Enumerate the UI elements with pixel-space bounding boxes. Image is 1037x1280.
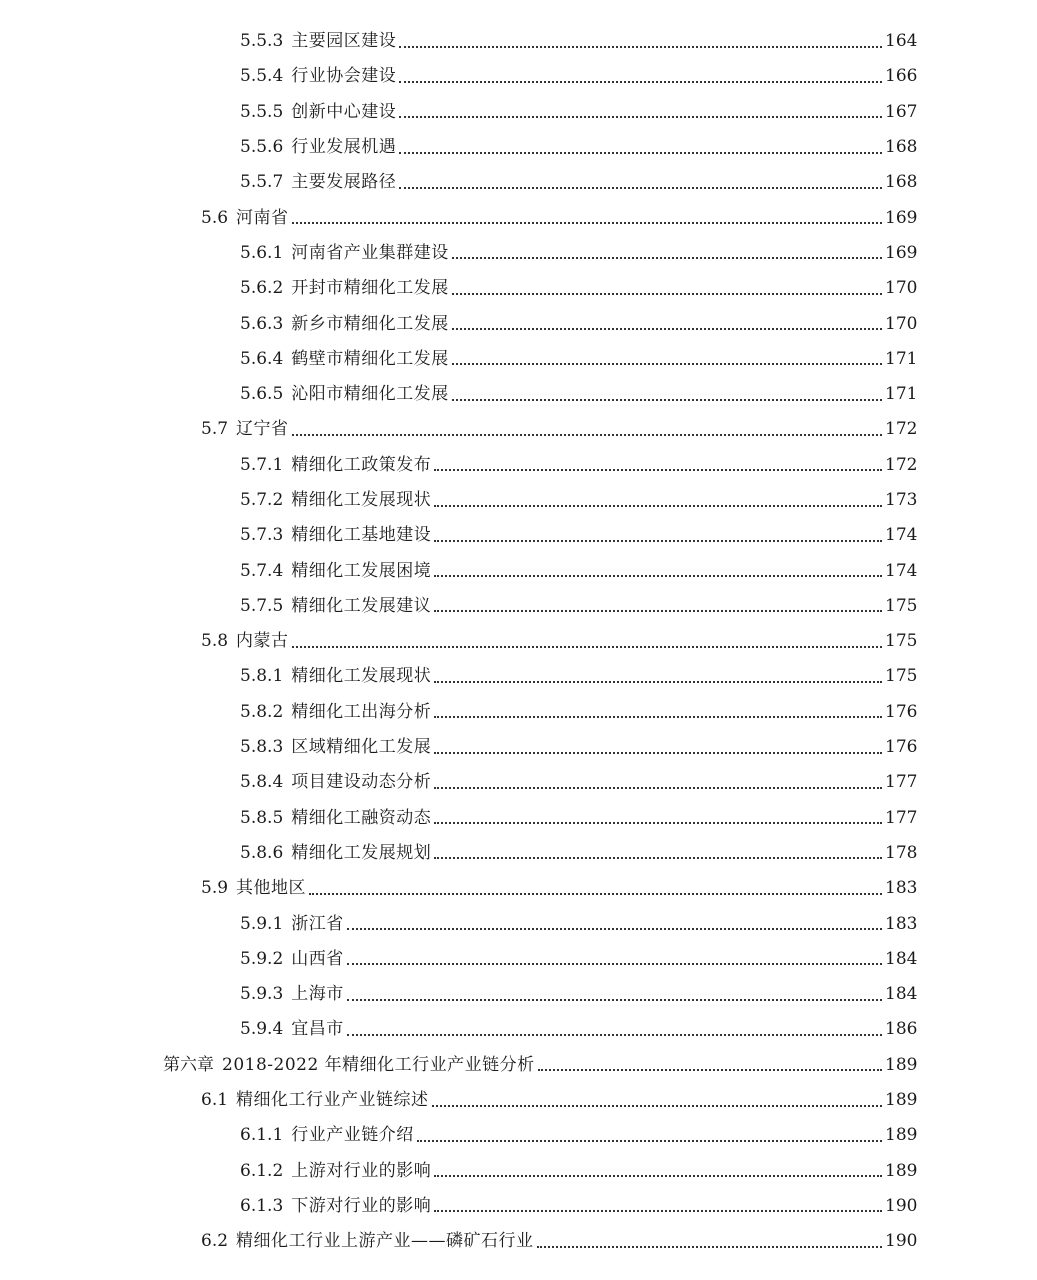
toc-entry-page-number: 184	[885, 984, 918, 1005]
toc-entry-page-number: 190	[885, 1195, 918, 1216]
dot-leader	[417, 1140, 882, 1142]
toc-entry-number: 5.7.5	[240, 595, 284, 616]
dot-leader	[434, 505, 882, 507]
toc-entry-title: 项目建设动态分析	[291, 772, 432, 793]
toc-entry-title: 上游对行业的影响	[291, 1160, 432, 1181]
toc-entry[interactable]	[0, 271, 1037, 306]
dot-leader	[434, 610, 882, 612]
toc-entry-page-number: 177	[885, 772, 918, 793]
toc-entry[interactable]	[0, 448, 1037, 483]
toc-entry-number: 6.1.3	[240, 1195, 284, 1216]
toc-entry-page-number: 183	[885, 878, 918, 899]
toc-entry-page-number: 175	[885, 595, 918, 616]
toc-entry-title: 精细化工融资动态	[291, 807, 432, 828]
dot-leader	[292, 434, 882, 436]
toc-entry[interactable]	[0, 1189, 1037, 1224]
dot-leader	[399, 46, 882, 48]
toc-entry-title: 宜昌市	[291, 1019, 344, 1040]
toc-entry-title: 区域精细化工发展	[291, 737, 432, 758]
toc-entry[interactable]	[0, 1048, 1037, 1083]
toc-entry-number: 5.6.3	[240, 313, 284, 334]
toc-entry-number: 5.8.3	[240, 737, 284, 758]
toc-entry-number: 5.6.5	[240, 384, 284, 405]
toc-entry-number: 5.8.2	[240, 701, 284, 722]
toc-entry-title: 主要发展路径	[291, 172, 397, 193]
toc-entry-number: 5.5.3	[240, 31, 284, 52]
toc-entry-title: 下游对行业的影响	[291, 1195, 432, 1216]
dot-leader	[452, 399, 882, 401]
toc-entry-page-number: 174	[885, 560, 918, 581]
toc-entry-title: 行业产业链介绍	[291, 1125, 414, 1146]
toc-entry-number: 第六章	[163, 1054, 214, 1075]
dot-leader	[434, 857, 882, 859]
toc-entry[interactable]	[0, 95, 1037, 130]
toc-entry-number: 5.7.4	[240, 560, 284, 581]
toc-entry-page-number: 169	[885, 242, 918, 263]
toc-entry-page-number: 189	[885, 1125, 918, 1146]
toc-entry-page-number: 189	[885, 1090, 918, 1111]
dot-leader	[434, 575, 882, 577]
dot-leader	[434, 752, 882, 754]
dot-leader	[434, 1175, 882, 1177]
toc-entry-page-number: 172	[885, 454, 918, 475]
toc-entry-title: 精细化工政策发布	[291, 454, 432, 475]
toc-entry-page-number: 183	[885, 913, 918, 934]
toc-entry-page-number: 172	[885, 419, 918, 440]
toc-entry-number: 5.7.1	[240, 454, 284, 475]
table-of-contents	[0, 24, 1037, 1259]
toc-entry-page-number: 176	[885, 737, 918, 758]
toc-entry-number: 5.9.2	[240, 948, 284, 969]
toc-entry-number: 5.6.1	[240, 242, 284, 263]
dot-leader	[434, 540, 882, 542]
dot-leader	[537, 1246, 882, 1248]
dot-leader	[292, 646, 882, 648]
toc-entry-title: 其他地区	[236, 878, 307, 899]
toc-entry-number: 5.5.4	[240, 66, 284, 87]
toc-entry-number: 5.9	[201, 878, 229, 899]
toc-entry-page-number: 164	[885, 31, 918, 52]
dot-leader	[309, 893, 882, 895]
toc-entry-title: 鹤壁市精细化工发展	[291, 348, 449, 369]
dot-leader	[452, 328, 882, 330]
toc-entry-number: 5.9.1	[240, 913, 284, 934]
dot-leader	[399, 152, 882, 154]
toc-entry-title: 精细化工发展困境	[291, 560, 432, 581]
toc-entry-number: 5.7.3	[240, 525, 284, 546]
toc-entry[interactable]	[0, 1224, 1037, 1259]
toc-entry-page-number: 184	[885, 948, 918, 969]
toc-entry[interactable]	[0, 1154, 1037, 1189]
toc-entry-title: 山西省	[291, 948, 344, 969]
toc-entry[interactable]	[0, 518, 1037, 553]
toc-entry-page-number: 176	[885, 701, 918, 722]
toc-entry-title: 精细化工行业产业链综述	[236, 1090, 429, 1111]
toc-entry[interactable]	[0, 836, 1037, 871]
toc-entry-page-number: 167	[885, 101, 918, 122]
toc-entry-page-number: 189	[885, 1160, 918, 1181]
toc-entry-number: 5.9.4	[240, 1019, 284, 1040]
toc-entry-number: 5.5.5	[240, 101, 284, 122]
toc-entry-title: 河南省产业集群建设	[291, 242, 449, 263]
toc-entry-page-number: 173	[885, 490, 918, 510]
toc-entry-title: 行业发展机遇	[291, 137, 397, 158]
toc-entry[interactable]	[0, 377, 1037, 412]
toc-entry-number: 5.8.4	[240, 772, 284, 793]
toc-entry-number: 5.7.2	[240, 490, 284, 510]
toc-entry-number: 5.6	[201, 207, 229, 228]
toc-entry-page-number: 166	[885, 66, 918, 87]
toc-entry[interactable]	[0, 165, 1037, 200]
dot-leader	[434, 469, 882, 471]
toc-entry[interactable]	[0, 412, 1037, 447]
dot-leader	[434, 787, 882, 789]
toc-entry[interactable]	[0, 906, 1037, 941]
toc-entry[interactable]	[0, 483, 1037, 518]
dot-leader	[434, 822, 882, 824]
toc-entry-title: 开封市精细化工发展	[291, 278, 449, 299]
toc-entry-title: 辽宁省	[236, 419, 289, 440]
toc-entry-title: 精细化工发展现状	[291, 490, 432, 510]
dot-leader	[452, 293, 882, 295]
toc-entry-number: 6.1.2	[240, 1160, 284, 1181]
toc-entry[interactable]	[0, 977, 1037, 1012]
dot-leader	[399, 187, 882, 189]
toc-entry-page-number: 189	[885, 1054, 918, 1075]
dot-leader	[399, 81, 882, 83]
toc-entry-page-number: 171	[885, 348, 918, 369]
toc-entry[interactable]	[0, 871, 1037, 906]
toc-entry-number: 6.1	[201, 1090, 229, 1111]
toc-entry-number: 5.8	[201, 631, 229, 652]
toc-entry-title: 行业协会建设	[291, 66, 397, 87]
toc-entry-number: 5.5.6	[240, 137, 284, 158]
dot-leader	[347, 1034, 882, 1036]
toc-entry-title: 浙江省	[291, 913, 344, 934]
dot-leader	[434, 681, 882, 683]
toc-entry[interactable]	[0, 765, 1037, 800]
toc-entry-title: 精细化工发展现状	[291, 666, 432, 687]
toc-entry-number: 5.8.6	[240, 842, 284, 863]
toc-entry[interactable]	[0, 59, 1037, 94]
toc-entry-title: 沁阳市精细化工发展	[291, 384, 449, 405]
toc-entry-title: 精细化工出海分析	[291, 701, 432, 722]
toc-entry-number: 5.8.1	[240, 666, 284, 687]
dot-leader	[452, 363, 882, 365]
toc-entry-page-number: 178	[885, 842, 918, 863]
toc-entry[interactable]	[0, 236, 1037, 271]
toc-entry-page-number: 186	[885, 1019, 918, 1040]
toc-entry-number: 6.1.1	[240, 1125, 284, 1146]
toc-entry-page-number: 177	[885, 807, 918, 828]
toc-entry-number: 5.9.3	[240, 984, 284, 1005]
dot-leader	[292, 222, 882, 224]
toc-entry-page-number: 171	[885, 384, 918, 405]
toc-entry[interactable]	[0, 659, 1037, 694]
toc-entry-number: 5.6.2	[240, 278, 284, 299]
toc-entry[interactable]	[0, 200, 1037, 235]
dot-leader	[538, 1069, 882, 1071]
dot-leader	[399, 116, 882, 118]
toc-entry-page-number: 170	[885, 278, 918, 299]
toc-entry-title: 新乡市精细化工发展	[291, 313, 449, 334]
toc-entry-title: 精细化工发展规划	[291, 842, 432, 863]
toc-entry-title: 河南省	[236, 207, 289, 228]
toc-entry-page-number: 168	[885, 172, 918, 193]
toc-entry[interactable]	[0, 342, 1037, 377]
toc-entry-page-number: 174	[885, 525, 918, 546]
toc-entry-page-number: 190	[885, 1231, 918, 1252]
toc-entry-page-number: 170	[885, 313, 918, 334]
toc-entry[interactable]	[0, 553, 1037, 588]
toc-entry-number: 5.6.4	[240, 348, 284, 369]
toc-entry[interactable]	[0, 801, 1037, 836]
toc-entry[interactable]	[0, 624, 1037, 659]
dot-leader	[434, 1210, 882, 1212]
toc-entry[interactable]	[0, 695, 1037, 730]
toc-entry-number: 5.5.7	[240, 172, 284, 193]
toc-entry-page-number: 169	[885, 207, 918, 228]
toc-entry-number: 5.7	[201, 419, 229, 440]
toc-entry[interactable]	[0, 130, 1037, 165]
toc-entry[interactable]	[0, 1083, 1037, 1118]
dot-leader	[347, 963, 882, 965]
toc-entry[interactable]	[0, 24, 1037, 59]
toc-entry-title: 上海市	[291, 984, 344, 1005]
toc-entry[interactable]	[0, 306, 1037, 341]
dot-leader	[347, 999, 882, 1001]
toc-entry-title: 精细化工基地建设	[291, 525, 432, 546]
toc-entry-title: 创新中心建设	[291, 101, 397, 122]
toc-entry-title: 内蒙古	[236, 631, 289, 652]
dot-leader	[434, 716, 882, 718]
toc-entry-title: 精细化工行业上游产业——磷矿石行业	[236, 1231, 534, 1252]
dot-leader	[347, 928, 882, 930]
toc-entry-number: 5.8.5	[240, 807, 284, 828]
toc-entry-page-number: 168	[885, 137, 918, 158]
toc-entry-page-number: 175	[885, 666, 918, 687]
toc-entry[interactable]	[0, 730, 1037, 765]
toc-entry-number: 6.2	[201, 1231, 229, 1252]
toc-entry-title: 精细化工发展建议	[291, 595, 432, 616]
toc-entry-title: 主要园区建设	[291, 31, 397, 52]
toc-entry[interactable]	[0, 942, 1037, 977]
toc-entry[interactable]	[0, 1118, 1037, 1153]
toc-entry-page-number: 175	[885, 631, 918, 652]
dot-leader	[452, 257, 882, 259]
toc-entry[interactable]	[0, 1012, 1037, 1047]
toc-entry-title: 2018-2022 年精细化工行业产业链分析	[222, 1054, 535, 1075]
dot-leader	[432, 1105, 882, 1107]
toc-entry[interactable]	[0, 589, 1037, 624]
